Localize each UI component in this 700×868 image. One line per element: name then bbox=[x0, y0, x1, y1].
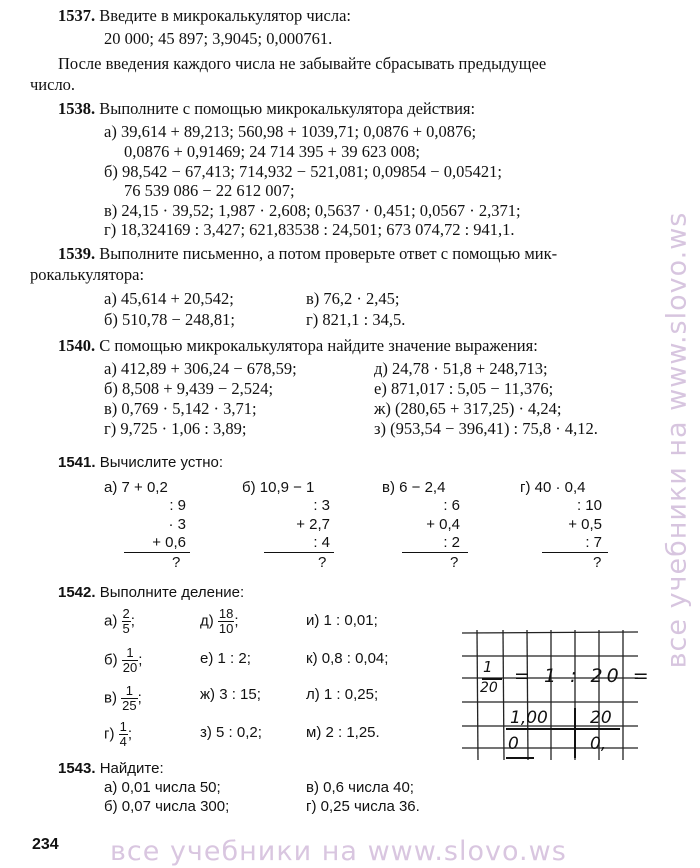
notebook-grid bbox=[462, 630, 640, 762]
task-1538-line: 0,0876 + 0,91469; 24 714 395 + 39 623 008; bbox=[124, 142, 420, 161]
hand-dividend: 1,00 bbox=[510, 708, 548, 728]
task-1540-item: г) 9,725 · 1,06 : 3,89; bbox=[104, 419, 247, 438]
chain-result: ? bbox=[593, 554, 602, 571]
hand-frac-n: 1 bbox=[483, 658, 493, 676]
chain-op: : 7 bbox=[585, 534, 602, 551]
denominator: 5 bbox=[122, 621, 130, 636]
chain-line bbox=[264, 552, 334, 553]
task-number: 1537. bbox=[58, 6, 96, 25]
hand-quotient: 0, bbox=[590, 734, 607, 754]
task-text: Выполните деление: bbox=[99, 584, 245, 601]
chain-line bbox=[542, 552, 608, 553]
task-number: 1543. bbox=[58, 760, 96, 777]
fraction bbox=[119, 720, 128, 749]
page-number: 234 bbox=[32, 836, 59, 853]
chain-op: : 3 bbox=[313, 497, 330, 514]
task-1537-heading bbox=[58, 6, 351, 26]
fraction bbox=[121, 684, 137, 713]
division-item: л) 1 : 0,25; bbox=[306, 686, 379, 703]
task-1538-line: б) 98,542 − 67,413; 714,932 − 521,081; 0,09854 − 0,05421; bbox=[104, 162, 502, 181]
denominator: 20 bbox=[122, 660, 138, 675]
chain-result: ? bbox=[450, 554, 459, 571]
item-label: г) bbox=[104, 725, 115, 743]
frac-item: г) $\frac{1}{4}$ ; bbox=[104, 719, 133, 749]
hand-divisor: 20 bbox=[590, 708, 612, 728]
task-text: Выполните письменно, а потом проверьте ответ с помощью мик- bbox=[99, 244, 558, 263]
task-1540-item: з) (953,54 − 396,41) : 75,8 · 4,12. bbox=[374, 419, 598, 438]
chain-op: + 2,7 bbox=[296, 516, 330, 533]
division-item: е) 1 : 2; bbox=[200, 650, 251, 667]
item-label: а) bbox=[104, 612, 118, 630]
task-1538-heading bbox=[58, 99, 475, 119]
chain-head: в) 6 − 2,4 bbox=[382, 479, 446, 496]
task-text: Выполните с помощью микрокалькулятора действия: bbox=[99, 99, 476, 118]
task-1543-heading bbox=[58, 760, 164, 777]
chain-line bbox=[402, 552, 468, 553]
task-1540-item: в) 0,769 · 5,142 · 3,71; bbox=[104, 399, 257, 418]
denominator: 10 bbox=[218, 621, 234, 636]
chain-line bbox=[124, 552, 190, 553]
task-1537-note: После введения каждого числа не забывайте сбрасывать предыдущее bbox=[58, 54, 547, 73]
task-1543-item: г) 0,25 числа 36. bbox=[306, 798, 420, 815]
chain-head: а) 7 + 0,2 bbox=[104, 479, 168, 496]
task-1539-heading bbox=[58, 244, 557, 264]
task-text: Введите в микрокалькулятор числа: bbox=[99, 6, 351, 25]
task-number: 1540. bbox=[58, 336, 96, 355]
chain-head: б) 10,9 − 1 bbox=[242, 479, 315, 496]
task-1543-item: а) 0,01 числа 50; bbox=[104, 779, 221, 796]
frac-item: д) $\frac{18}{10}$ ; bbox=[200, 606, 239, 636]
task-1537-note-cont: число. bbox=[30, 75, 76, 94]
numerator: 1 bbox=[119, 719, 127, 734]
task-1540-item: ж) (280,65 + 317,25) · 4,24; bbox=[374, 399, 562, 418]
task-number: 1539. bbox=[58, 244, 96, 263]
division-item: к) 0,8 : 0,04; bbox=[306, 650, 389, 667]
chain-op: : 9 bbox=[169, 497, 186, 514]
task-text: Вычислите устно: bbox=[99, 454, 224, 471]
task-1540-item: б) 8,508 + 9,439 − 2,524; bbox=[104, 379, 274, 398]
denominator: 4 bbox=[119, 734, 127, 749]
task-1539-item: б) 510,78 − 248,81; bbox=[104, 310, 235, 329]
task-1540-item: а) 412,89 + 306,24 − 678,59; bbox=[104, 359, 297, 378]
item-label: д) bbox=[200, 612, 214, 630]
denominator: 25 bbox=[122, 698, 137, 713]
numerator: 2 bbox=[122, 606, 130, 621]
chain-op: · 3 bbox=[168, 516, 186, 533]
task-number: 1541. bbox=[58, 454, 96, 471]
task-text: Найдите: bbox=[99, 760, 164, 777]
frac-item: а) $\frac{2}{5}$ ; bbox=[104, 606, 135, 636]
task-1539-item: а) 45,614 + 20,542; bbox=[104, 289, 234, 308]
fraction bbox=[122, 646, 138, 675]
frac-item: в) $\frac{1}{25}$ ; bbox=[104, 683, 142, 713]
task-number: 1538. bbox=[58, 99, 96, 118]
chain-op: : 6 bbox=[443, 497, 460, 514]
hand-remainder: 0 bbox=[508, 734, 519, 754]
chain-op: + 0,4 bbox=[426, 516, 460, 533]
item-label: в) bbox=[104, 689, 117, 707]
fraction bbox=[218, 607, 234, 636]
chain-op: : 10 bbox=[576, 497, 602, 514]
chain-op: : 4 bbox=[313, 534, 330, 551]
item-label: б) bbox=[104, 651, 118, 669]
division-item: и) 1 : 0,01; bbox=[306, 612, 378, 629]
task-1540-item: д) 24,78 · 51,8 + 248,713; bbox=[374, 359, 548, 378]
frac-item: б) $\frac{1}{20}$ ; bbox=[104, 645, 143, 675]
task-1540-heading bbox=[58, 336, 538, 356]
chain-result: ? bbox=[172, 554, 181, 571]
task-1539-text-cont: рокалькулятора: bbox=[30, 265, 145, 284]
division-item: з) 5 : 0,2; bbox=[200, 724, 262, 741]
numerator: 18 bbox=[218, 606, 234, 621]
hand-expression: = 1 : 20 = bbox=[514, 665, 653, 687]
watermark-side: все учебники на www.slovo.ws bbox=[661, 211, 693, 669]
chain-result: ? bbox=[318, 554, 327, 571]
numerator: 1 bbox=[122, 646, 138, 661]
task-number: 1542. bbox=[58, 584, 96, 601]
task-1543-item: в) 0,6 числа 40; bbox=[306, 779, 414, 796]
division-item: м) 2 : 1,25. bbox=[306, 724, 380, 741]
hand-frac-d: 20 bbox=[480, 680, 498, 696]
task-1539-item: г) 821,1 : 34,5. bbox=[306, 310, 406, 329]
task-1538-line: г) 18,324169 : 3,427; 621,83538 : 24,501; 673 074,72 : 941,1. bbox=[104, 220, 515, 239]
fraction bbox=[122, 607, 131, 636]
numerator: 1 bbox=[121, 684, 137, 699]
task-1539-item: в) 76,2 · 2,45; bbox=[306, 289, 400, 308]
chain-op: + 0,5 bbox=[568, 516, 602, 533]
task-1538-line: в) 24,15 · 39,52; 1,987 · 2,608; 0,5637 · 0,451; 0,0567 · 2,371; bbox=[104, 201, 521, 220]
division-item: ж) 3 : 15; bbox=[200, 686, 261, 703]
task-1538-line: 76 539 086 − 22 612 007; bbox=[124, 181, 295, 200]
watermark-bottom: все учебники на www.slovo.ws bbox=[110, 836, 567, 867]
chain-head: г) 40 · 0,4 bbox=[520, 479, 586, 496]
chain-op: + 0,6 bbox=[152, 534, 186, 551]
task-text: С помощью микрокалькулятора найдите значение выражения: bbox=[99, 336, 538, 355]
task-1543-item: б) 0,07 числа 300; bbox=[104, 798, 230, 815]
task-1542-heading bbox=[58, 584, 244, 601]
task-1541-heading bbox=[58, 454, 223, 471]
task-1538-line: а) 39,614 + 89,213; 560,98 + 1039,71; 0,0876 + 0,0876; bbox=[104, 122, 477, 141]
task-1540-item: е) 871,017 : 5,05 − 11,376; bbox=[374, 379, 554, 398]
chain-op: : 2 bbox=[443, 534, 460, 551]
task-1537-numbers: 20 000; 45 897; 3,9045; 0,000761. bbox=[104, 29, 333, 48]
